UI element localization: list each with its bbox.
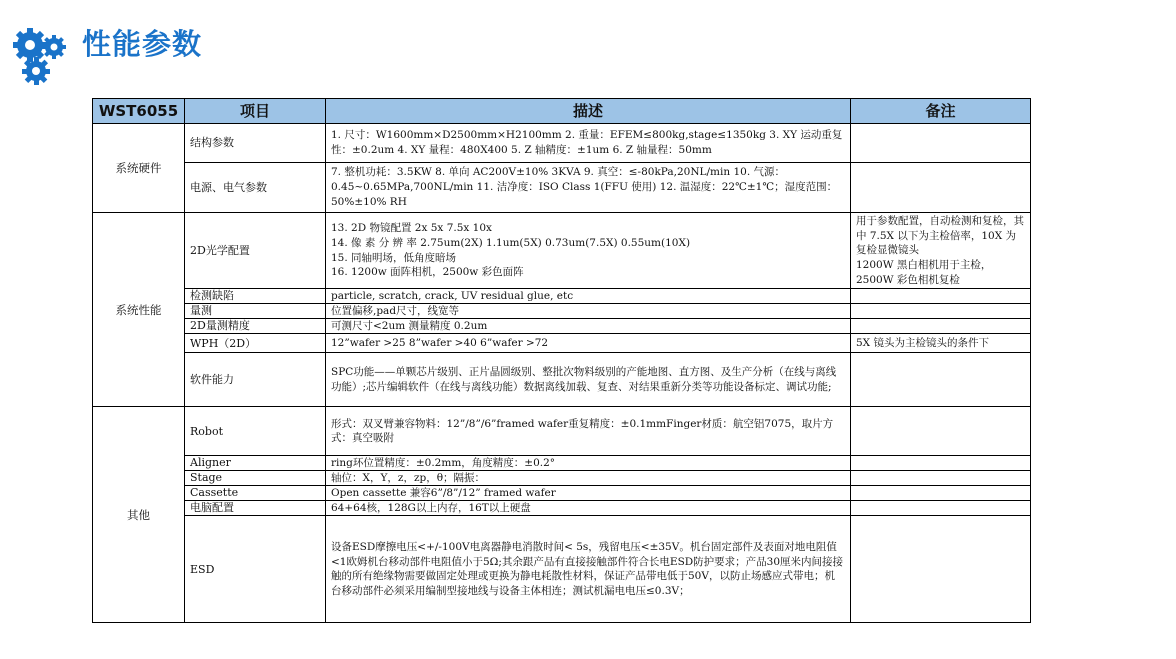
row-description: 位置偏移,pad尺寸，线宽等 xyxy=(326,304,851,319)
row-item: 电脑配置 xyxy=(185,501,326,516)
page-title: 性能参数 xyxy=(82,27,203,61)
row-note xyxy=(851,471,1031,486)
group-hardware: 系统硬件 xyxy=(93,124,185,213)
row-description: 64+64核，128G以上内存，16T以上硬盘 xyxy=(326,501,851,516)
row-note xyxy=(851,163,1031,213)
table-row xyxy=(93,501,1031,516)
header-note: 备注 xyxy=(851,99,1031,124)
row-item: 软件能力 xyxy=(185,353,326,407)
row-note xyxy=(851,124,1031,163)
header-item: 项目 xyxy=(185,99,326,124)
row-description: 设备ESD摩擦电压<+/-100V电离器静电消散时间< 5s，残留电压<±35V。机台固定部件及表面对地电阻值<1欧姆机台移动部件电阻值小于5Ω;其余跟产品有直接接触部件符合长电ESD防护要求；产品30厘米内间接接触的所有绝缘物需要做固定处理或更换为静电耗散性材料，保证产品带电低于50V，以防止场感应式带电；机台移动部件必须采用编制型接地线与设备主体相连；测试机漏电电压≤0.3V； xyxy=(326,516,851,623)
table-row xyxy=(93,334,1031,353)
table-row xyxy=(93,456,1031,471)
row-item: 量测 xyxy=(185,304,326,319)
row-description: 13. 2D 物镜配置 2x 5x 7.5x 10x 14. 像 素 分 辨 率 2.75um(2X) 1.1um(5X) 0.73um(7.5X) 0.55um(10X) 15. 同轴明场，低角度暗场 16. 1200w 面阵相机，2500w 彩色面阵 xyxy=(326,213,851,289)
table-row xyxy=(93,304,1031,319)
row-item: Stage xyxy=(185,471,326,486)
row-description: 7. 整机功耗：3.5KW 8. 单向 AC200V±10% 3KVA 9. 真空：≤-80kPa,20NL/min 10. 气源：0.45~0.65MPa,700NL/min 11. 洁净度：ISO Class 1(FFU 使用) 12. 温湿度：22℃±1℃；湿度范围：50%±10% RH xyxy=(326,163,851,213)
table-row xyxy=(93,471,1031,486)
table-row xyxy=(93,163,1031,213)
spec-table xyxy=(92,98,1031,623)
header-description: 描述 xyxy=(326,99,851,124)
table-row xyxy=(93,486,1031,501)
row-note xyxy=(851,407,1031,456)
table-row xyxy=(93,213,1031,289)
row-note xyxy=(851,501,1031,516)
row-item: 电源、电气参数 xyxy=(185,163,326,213)
row-item: 2D光学配置 xyxy=(185,213,326,289)
group-other: 其他 xyxy=(93,407,185,623)
row-description: ring环位置精度：±0.2mm，角度精度：±0.2° xyxy=(326,456,851,471)
table-row xyxy=(93,407,1031,456)
row-note xyxy=(851,304,1031,319)
table-header-row xyxy=(93,99,1031,124)
row-item: Robot xyxy=(185,407,326,456)
table-row xyxy=(93,516,1031,623)
table-row xyxy=(93,319,1031,334)
row-item: 结构参数 xyxy=(185,124,326,163)
row-item: Aligner xyxy=(185,456,326,471)
table-row xyxy=(93,353,1031,407)
row-note xyxy=(851,516,1031,623)
row-description: 形式：双叉臂兼容物料：12”/8”/6”framed wafer重复精度：±0.1mmFinger材质：航空铝7075，取片方式：真空吸附 xyxy=(326,407,851,456)
row-note xyxy=(851,353,1031,407)
row-description: Open cassette 兼容6”/8”/12” framed wafer xyxy=(326,486,851,501)
row-description: 可测尺寸<2um 测量精度 0.2um xyxy=(326,319,851,334)
row-note xyxy=(851,486,1031,501)
row-item: Cassette xyxy=(185,486,326,501)
row-note: 用于参数配置，自动检测和复检，其中 7.5X 以下为主检倍率，10X 为复检显微镜头 1200W 黑白相机用于主检， 2500W 彩色相机复检 xyxy=(851,213,1031,289)
table-row xyxy=(93,124,1031,163)
row-description: particle, scratch, crack, UV residual glue, etc xyxy=(326,289,851,304)
row-note: 5X 镜头为主检镜头的条件下 xyxy=(851,334,1031,353)
row-item: WPH（2D） xyxy=(185,334,326,353)
gears-icon xyxy=(10,25,72,87)
row-note xyxy=(851,456,1031,471)
table-row xyxy=(93,289,1031,304)
row-description: SPC功能——单颗芯片级别、正片晶圆级别、整批次物料级别的产能地图、直方图、及生产分析（在线与离线功能）;芯片编辑软件（在线与离线功能）数据离线加载、复查、对结果重新分类等功能设备标定、调试功能; xyxy=(326,353,851,407)
row-description: 轴位：X，Y，z，zp，θ；隔振： xyxy=(326,471,851,486)
row-item: 2D量测精度 xyxy=(185,319,326,334)
group-performance: 系统性能 xyxy=(93,213,185,407)
row-item: 检测缺陷 xyxy=(185,289,326,304)
row-description: 1. 尺寸：W1600mm×D2500mm×H2100mm 2. 重量：EFEM≤800kg,stage≤1350kg 3. XY 运动重复性：±0.2um 4. XY 量程：480X400 5. Z 轴精度：±1um 6. Z 轴量程：50mm xyxy=(326,124,851,163)
row-note xyxy=(851,289,1031,304)
header-model: WST6055 xyxy=(93,99,185,124)
row-description: 12”wafer >25 8”wafer >40 6”wafer >72 xyxy=(326,334,851,353)
row-note xyxy=(851,319,1031,334)
row-item: ESD xyxy=(185,516,326,623)
